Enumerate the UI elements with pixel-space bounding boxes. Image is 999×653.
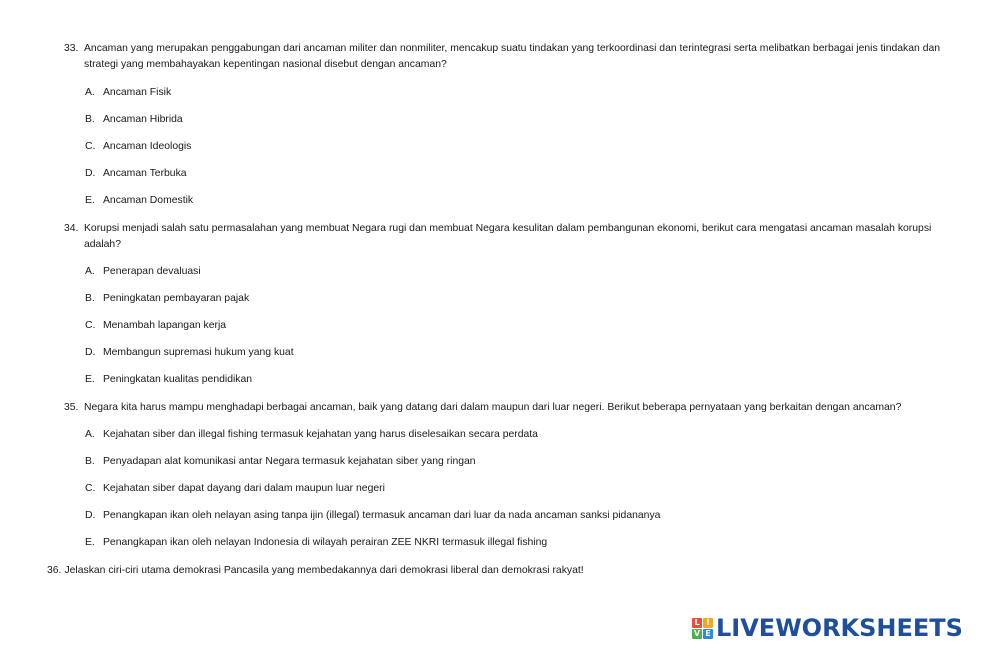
question-number: 36. (47, 565, 62, 576)
option-text: Ancaman Terbuka (103, 168, 187, 179)
question-text: Ancaman yang merupakan penggabungan dari ancaman militer dan nonmiliter, mencakup suatu tindakan yang terkoordinasi dan terintegrasi serta melibatkan berbagai jenis tindakan dan strategi yang membahayakan kepentingan nasional disebut dengan ancaman? (84, 43, 941, 70)
option-34-c (85, 318, 945, 334)
option-text: Ancaman Fisik (103, 87, 172, 98)
logo-letter-e: E (703, 629, 713, 639)
option-text: Membangun supremasi hukum yang kuat (103, 347, 294, 358)
option-34-e (85, 372, 945, 388)
option-text: Penerapan devaluasi (103, 266, 201, 277)
option-33-e (85, 193, 945, 209)
question-number: 34. (64, 223, 79, 234)
option-35-b (85, 454, 945, 470)
question-text: Negara kita harus mampu menghadapi berbagai ancaman, baik yang datang dari dalam maupun dari luar negeri. Berikut beberapa pernyataan yang berkaitan dengan ancaman? (84, 402, 902, 413)
option-text: Penangkapan ikan oleh nelayan asing tanpa ijin (illegal) termasuk ancaman dari luar da nada ancaman sanksi pidananya (103, 510, 661, 521)
option-text: Kejahatan siber dan illegal fishing termasuk kejahatan yang harus diselesaikan secara perdata (103, 429, 538, 440)
option-35-c (85, 481, 945, 497)
option-letter: A. (85, 266, 95, 277)
option-33-b (85, 112, 945, 128)
logo-letter-l: L (692, 618, 702, 628)
option-letter: C. (85, 141, 96, 152)
question-text: Jelaskan ciri-ciri utama demokrasi Pancasila yang membedakannya dari demokrasi liberal dan demokrasi rakyat! (64, 565, 584, 576)
option-text: Ancaman Ideologis (103, 141, 192, 152)
question-number: 35. (64, 402, 79, 413)
option-34-b (85, 291, 945, 307)
question-34 (64, 221, 954, 253)
question-35 (64, 400, 954, 416)
option-letter: A. (85, 429, 95, 440)
option-letter: A. (85, 87, 95, 98)
brand-name: LIVEWORKSHEETS (716, 614, 963, 642)
option-34-d (85, 345, 945, 361)
option-35-e (85, 535, 945, 551)
option-letter: D. (85, 168, 96, 179)
option-text: Peningkatan kualitas pendidikan (103, 374, 253, 385)
option-text: Kejahatan siber dapat dayang dari dalam maupun luar negeri (103, 483, 385, 494)
option-letter: E. (85, 195, 95, 206)
logo-letter-v: V (693, 628, 701, 638)
option-text: Penyadapan alat komunikasi antar Negara termasuk kejahatan siber yang ringan (103, 456, 476, 467)
option-letter: D. (85, 347, 96, 358)
liveworksheets-icon (692, 618, 713, 639)
option-letter: C. (85, 483, 96, 494)
option-text: Ancaman Domestik (103, 195, 194, 206)
option-text: Penangkapan ikan oleh nelayan Indonesia di wilayah perairan ZEE NKRI termasuk illegal fishing (103, 537, 548, 548)
option-text: Peningkatan pembayaran pajak (103, 293, 250, 304)
option-33-d (85, 166, 945, 182)
option-35-d (85, 508, 945, 524)
option-text: Menambah lapangan kerja (103, 320, 227, 331)
option-letter: D. (85, 510, 96, 521)
option-letter: E. (85, 374, 95, 385)
option-35-a (85, 427, 945, 443)
option-letter: E. (85, 537, 95, 548)
question-text: Korupsi menjadi salah satu permasalahan yang membuat Negara rugi dan membuat Negara kesulitan dalam pembangunan ekonomi, berikut cara mengatasi ancaman masalah korupsi adalah? (84, 223, 932, 250)
option-letter: C. (85, 320, 96, 331)
option-letter: B. (85, 293, 95, 304)
option-letter: B. (85, 456, 95, 467)
question-33 (64, 41, 954, 73)
option-text: Ancaman Hibrida (103, 114, 183, 125)
option-letter: B. (85, 114, 95, 125)
option-33-c (85, 139, 945, 155)
question-36 (47, 563, 947, 579)
option-33-a (85, 85, 945, 101)
logo-letter-i: I (703, 618, 713, 628)
liveworksheets-logo (692, 616, 963, 640)
option-34-a (85, 264, 945, 280)
question-number: 33. (64, 43, 79, 54)
